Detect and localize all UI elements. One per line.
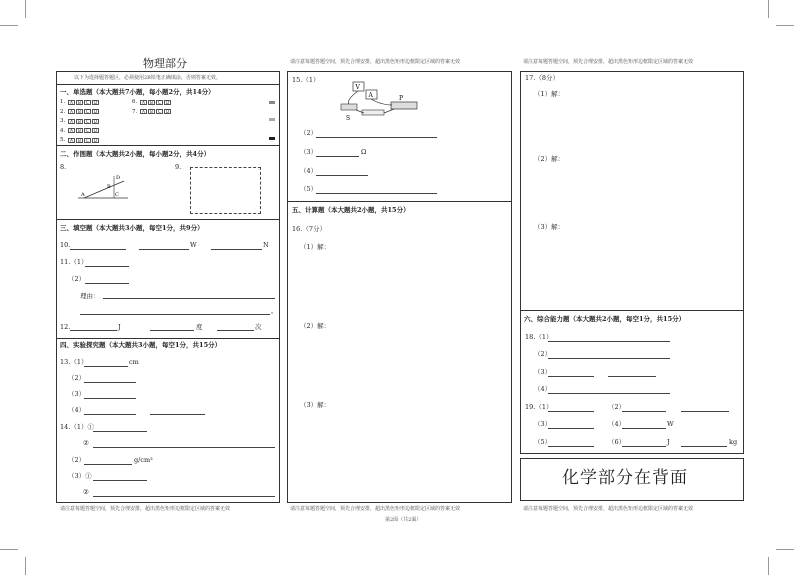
mcq-option-bubble[interactable]: B <box>76 100 83 105</box>
q14-circle2: ② <box>83 439 89 447</box>
q13-blank-1[interactable] <box>84 366 128 367</box>
page-footer: 第2面（共2面） <box>385 517 422 523</box>
section3-title: 三、填空题（本大题共3小题，每空1分，共9分） <box>60 224 204 232</box>
q14-blank-1[interactable] <box>93 431 147 432</box>
mcq-option-bubble[interactable]: C <box>156 100 163 105</box>
q11-part2: （2） <box>68 275 86 283</box>
q8-number: 8. <box>60 163 67 171</box>
q15-part2: （2） <box>300 129 318 137</box>
q14-blank-5[interactable] <box>93 496 275 497</box>
meter-a-label: A <box>368 92 373 99</box>
mcq-option-bubble[interactable]: B <box>148 109 155 114</box>
instructions: 以下为选择题答题区，必须使用2B铅笔正确填涂，否则答案无效。 <box>74 75 221 81</box>
q19-part6: （6） <box>608 438 626 446</box>
q12-blank-2[interactable] <box>150 330 194 331</box>
mcq-option-bubble[interactable]: C <box>84 100 91 105</box>
unit-w-19: W <box>667 420 674 428</box>
fig-label-b: B <box>107 184 111 190</box>
q19-blank-2[interactable] <box>622 411 666 412</box>
mcq-option-bubble[interactable]: A <box>68 128 75 133</box>
column-3-frame <box>520 71 744 454</box>
q10-blank-3[interactable] <box>211 249 262 250</box>
q18-blank-4[interactable] <box>548 393 670 394</box>
q18-part3: （3） <box>534 368 552 376</box>
q15-part3: （3） <box>300 148 318 156</box>
mcq-option-bubble[interactable]: B <box>148 100 155 105</box>
q19-part4: （4） <box>608 420 626 428</box>
q9-drawing-box[interactable] <box>190 167 261 214</box>
q13-blank-4a[interactable] <box>84 414 136 415</box>
q19-blank-5[interactable] <box>548 446 594 447</box>
reason-label: 理由： <box>80 292 100 300</box>
timing-mark <box>269 137 275 140</box>
q18-blank-3a[interactable] <box>548 376 594 377</box>
q19-blank-6[interactable] <box>622 446 666 447</box>
q11-blank-2[interactable] <box>85 283 129 284</box>
q15-blank-3[interactable] <box>316 156 359 157</box>
q18-part2: （2） <box>534 350 552 358</box>
mcq-question <box>60 128 100 134</box>
q19-blank-4[interactable] <box>622 428 666 429</box>
q15-blank-4[interactable] <box>316 175 368 176</box>
column-1-frame <box>56 71 280 503</box>
q15-blank-5[interactable] <box>316 193 437 194</box>
q15-part5: （5） <box>300 185 318 193</box>
notice-bottom-1: 请注意每题答题空间，预先合理安排，超出黑色矩形边框限定区域的答案无效 <box>60 506 231 512</box>
mcq-question <box>60 137 100 143</box>
q10-blank-2[interactable] <box>139 249 189 250</box>
mcq-number: 1. <box>60 99 66 105</box>
notice-top-3: 请注意每题答题空间，预先合理安排，超出黑色矩形边框限定区域的答案无效 <box>523 59 694 65</box>
unit-w: W <box>190 241 197 249</box>
unit-j: J <box>118 323 121 331</box>
mcq-question <box>60 109 100 115</box>
fig-label-a: A <box>81 192 85 198</box>
mcq-option-bubble[interactable]: A <box>140 100 147 105</box>
q19-blank-2b[interactable] <box>681 411 729 412</box>
mcq-option-bubble[interactable]: D <box>165 109 170 114</box>
period: 。 <box>271 307 278 315</box>
q17-part1: （1）解： <box>534 90 565 98</box>
q18-part4: （4） <box>534 385 552 393</box>
mcq-number: 4. <box>60 127 66 134</box>
fig-label-c: C <box>115 192 119 198</box>
q15-number: 15.（1） <box>292 76 320 84</box>
q19-part2: （2） <box>608 403 626 411</box>
fig-label-d: D <box>116 175 121 181</box>
column-2-frame <box>287 71 512 503</box>
q14-blank-2[interactable] <box>93 447 275 448</box>
mcq-question <box>60 118 100 124</box>
notice-bottom-2: 请注意每题答题空间，预先合理安排，超出黑色矩形边框限定区域的答案无效 <box>290 506 461 512</box>
q14-part2: （2） <box>68 456 86 464</box>
q13-blank-2[interactable] <box>84 382 136 383</box>
q19-part3: （3） <box>534 420 552 428</box>
q15-circuit <box>336 80 424 122</box>
section2-title: 二、作图题（本大题共2小题，每小题2分，共4分） <box>60 150 211 158</box>
mcq-option-bubble[interactable]: D <box>93 118 98 124</box>
unit-times: 次 <box>255 323 262 331</box>
mcq-number: 7. <box>132 108 138 115</box>
mcq-option-bubble[interactable]: C <box>84 128 91 133</box>
mcq-option-bubble[interactable]: A <box>68 100 75 105</box>
unit-n: N <box>263 241 269 249</box>
meter-v-label: V <box>355 84 360 91</box>
mcq-option-bubble[interactable]: C <box>84 119 91 124</box>
q15-part4: （4） <box>300 167 318 175</box>
q19-blank-3[interactable] <box>548 428 594 429</box>
q14-circle2b: ② <box>83 488 89 496</box>
unit-ohm: Ω <box>361 148 367 156</box>
q16-number: 16.（7分） <box>292 225 326 233</box>
q13-number: 13.（1） <box>60 358 88 366</box>
section5-title: 五、计算题（本大题共2小题，共15分） <box>292 206 410 214</box>
switch-s-label: S <box>346 115 351 122</box>
timing-mark <box>269 118 275 121</box>
mcq-option-bubble[interactable]: D <box>93 137 98 143</box>
mcq-option-bubble[interactable]: B <box>76 138 83 143</box>
reason-line-1[interactable] <box>103 298 275 299</box>
mcq-option-bubble[interactable]: C <box>156 109 163 114</box>
q14-part3: （3）① <box>68 472 92 480</box>
mcq-question <box>132 109 172 115</box>
mcq-option-bubble[interactable]: D <box>93 109 98 114</box>
q17-part3: （3）解： <box>534 223 565 231</box>
mcq-number: 5. <box>60 137 66 143</box>
q14-blank-3[interactable] <box>84 464 132 465</box>
q8-figure <box>78 172 130 200</box>
q10-blank-1[interactable] <box>70 249 126 250</box>
q17-number: 17.（8分） <box>525 74 559 82</box>
mcq-question <box>132 99 172 105</box>
chemistry-banner: 化学部分在背面 <box>562 468 688 488</box>
mcq-option-bubble[interactable]: C <box>84 109 91 114</box>
section1-title: 一、单选题（本大题共7小题，每小题2分，共14分） <box>60 88 215 96</box>
mcq-option-bubble[interactable]: A <box>68 109 75 114</box>
q13-part3: （3） <box>68 390 86 398</box>
notice-bottom-3: 请注意每题答题空间，预先合理安排，超出黑色矩形边框限定区域的答案无效 <box>523 506 694 512</box>
q12-blank-3[interactable] <box>217 330 254 331</box>
page-title: 物理部分 <box>143 57 187 70</box>
q18-blank-3b[interactable] <box>608 376 656 377</box>
q13-blank-3[interactable] <box>84 398 136 399</box>
mcq-number: 3. <box>60 118 66 124</box>
q13-part2: （2） <box>68 374 86 382</box>
unit-deg: 度 <box>196 323 203 331</box>
q16-part2: （2）解： <box>300 322 331 330</box>
mcq-option-bubble[interactable]: D <box>93 99 98 105</box>
q16-part1: （1）解： <box>300 243 331 251</box>
mcq-number: 2. <box>60 108 66 115</box>
mcq-option-bubble[interactable]: B <box>76 109 83 114</box>
mcq-option-bubble[interactable]: B <box>76 119 83 124</box>
q19-number: 19.（1） <box>525 403 553 411</box>
q18-blank-1[interactable] <box>548 341 670 342</box>
q13-part4: （4） <box>68 406 86 414</box>
q11-blank-1[interactable] <box>85 266 129 267</box>
slider-p-label: P <box>399 95 404 102</box>
unit-cm: cm <box>129 358 139 366</box>
timing-mark <box>269 101 275 104</box>
q17-part2: （2）解： <box>534 155 565 163</box>
q18-number: 18.（1） <box>525 333 553 341</box>
mcq-option-bubble[interactable]: C <box>84 138 91 143</box>
q16-part3: （3）解： <box>300 401 331 409</box>
mcq-number: 6. <box>132 99 138 105</box>
q14-number: 14.（1）① <box>60 423 94 431</box>
q12-blank-1[interactable] <box>70 330 117 331</box>
q9-number: 9. <box>175 163 182 171</box>
q11-number: 11.（1） <box>60 258 88 266</box>
q19-part5: （5） <box>534 438 552 446</box>
mcq-option-bubble[interactable]: A <box>68 119 75 124</box>
q15-blank-2[interactable] <box>316 137 437 138</box>
reason-line-2[interactable] <box>80 314 270 315</box>
q12-number: 12. <box>60 323 71 331</box>
unit-kg: kg <box>729 438 738 446</box>
q18-blank-2[interactable] <box>548 358 670 359</box>
q19-blank-7[interactable] <box>681 446 727 447</box>
mcq-option-bubble[interactable]: B <box>76 128 83 133</box>
q13-blank-4b[interactable] <box>150 414 205 415</box>
section6-title: 六、综合能力题（本大题共2小题，每空1分，共15分） <box>524 315 686 323</box>
mcq-question <box>60 99 100 105</box>
q14-blank-4[interactable] <box>93 480 147 481</box>
q10-number: 10. <box>60 241 71 249</box>
section4-title: 四、实验探究题（本大题共3小题，每空1分，共15分） <box>60 341 222 349</box>
mcq-option-bubble[interactable]: A <box>68 138 75 143</box>
unit-j-19: J <box>667 438 670 446</box>
notice-top-2: 请注意每题答题空间，预先合理安排，超出黑色矩形边框限定区域的答案无效 <box>290 59 461 65</box>
mcq-option-bubble[interactable]: D <box>93 128 98 133</box>
mcq-option-bubble[interactable]: D <box>165 99 170 105</box>
mcq-option-bubble[interactable]: A <box>140 109 147 114</box>
unit-gcm3: g/cm³ <box>134 456 153 464</box>
q19-blank-1[interactable] <box>548 411 594 412</box>
